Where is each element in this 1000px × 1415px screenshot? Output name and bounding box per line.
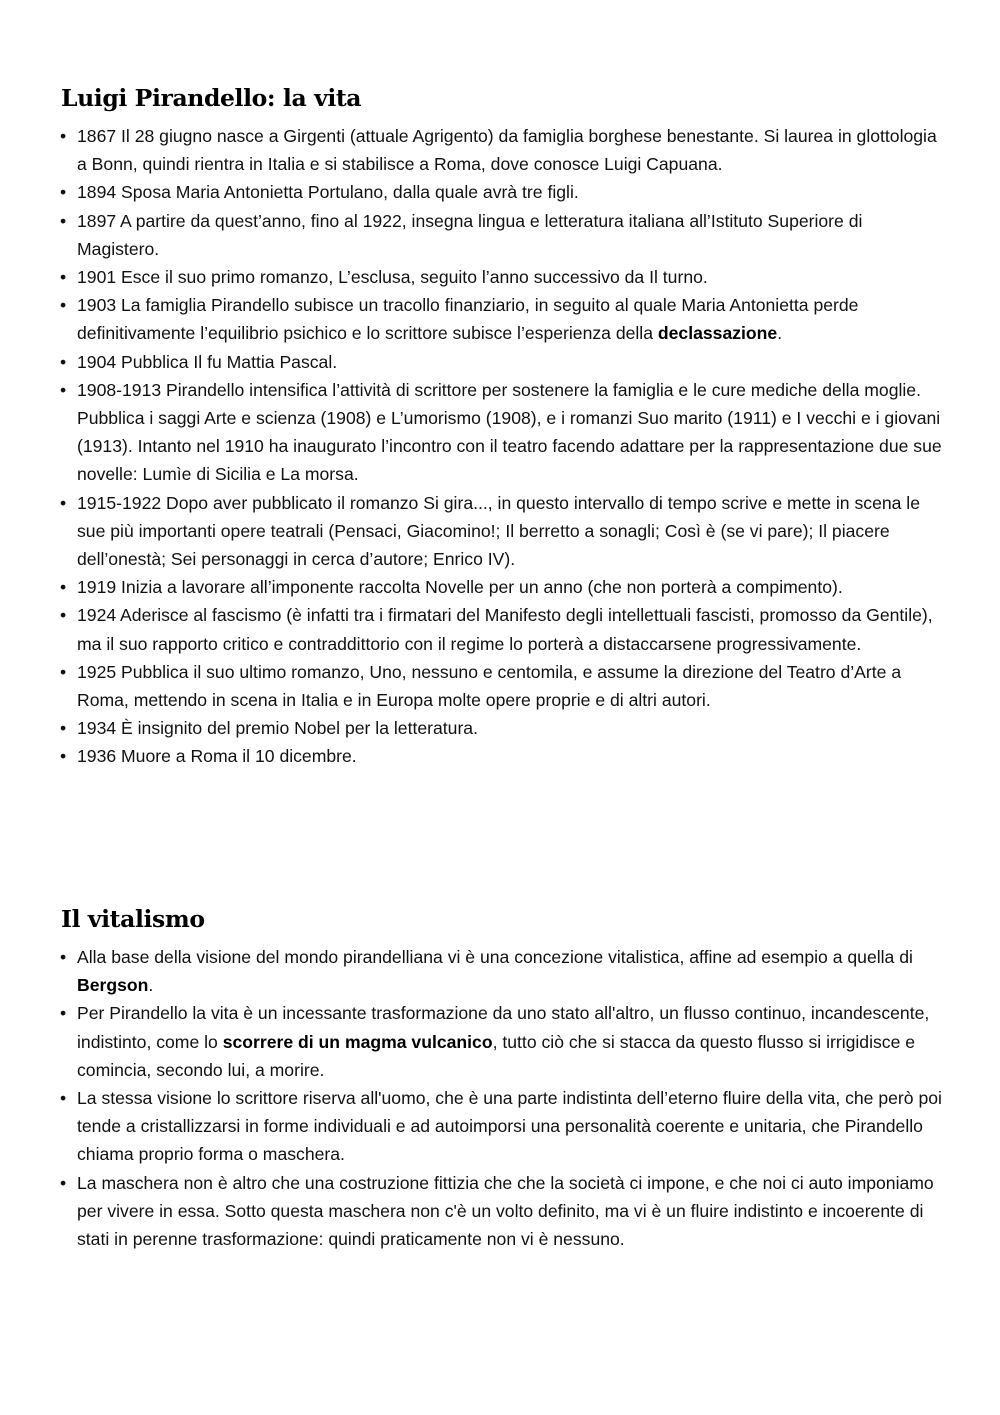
section-title: Luigi Pirandello: la vita <box>61 84 362 112</box>
bold-term: declassazione <box>657 323 778 344</box>
item-text: 1897 A partire da quest’anno, fino al 1922, insegna lingua e letteratura italiana all’Istituto Superiore di Magistero. <box>77 210 863 259</box>
timeline-list <box>0 122 1000 771</box>
item-text: 1925 Pubblica il suo ultimo romanzo, Uno, nessuno e centomila, e assume la direzione del Teatro d’Arte a Roma, mettendo in scena in Italia e in Europa molte opere proprie e di altri autori. <box>77 661 902 711</box>
item-text: , tutto ciò che si stacca da questo flusso si irrigidisce e comincia, secondo lui, a morire. <box>77 1031 916 1080</box>
list-item <box>77 714 947 742</box>
list-item <box>77 348 947 376</box>
item-text: 1903 La famiglia Pirandello subisce un tracollo finanziario, in seguito al quale Maria Antonietta perde definitivamente l’equilibrio psichico e lo scrittore subisce l’esperienza della <box>77 295 859 344</box>
section-la-vita <box>0 82 1000 771</box>
item-text: La stessa visione lo scrittore riserva all'uomo, che è una parte indistinta dell’eterno fluire della vita, che però poi tende a cristallizzarsi in forme individuali e ad autoimporsi una personalità coerente e unitaria, che Pirandello chiama proprio forma o maschera. <box>77 1088 942 1165</box>
item-text: La maschera non è altro che una costruzione fittizia che che la società ci impone, e che noi ci auto imponiamo per vivere in essa. Sotto questa maschera non c'è un volto definito, ma vi è un fluire indistinto e incoerente di stati in perenne trasformazione: quindi praticamente non vi è nessuno. <box>77 1172 934 1250</box>
item-text: . <box>148 975 154 996</box>
list-item <box>77 658 947 714</box>
list-item <box>77 943 947 999</box>
bold-term: scorrere di un magma vulcanico <box>222 1031 493 1052</box>
item-text: Alla base della visione del mondo pirandelliana vi è una concezione vitalistica, affine ad esempio a quella di <box>77 947 913 967</box>
list-item <box>77 178 947 206</box>
list-item <box>77 263 947 291</box>
item-text: . <box>777 323 783 344</box>
bullet-list <box>0 943 1000 1253</box>
list-item <box>77 601 947 657</box>
list-item <box>77 573 947 601</box>
list-item <box>77 1169 947 1254</box>
item-text: 1924 Aderisce al fascismo (è infatti tra i firmatari del Manifesto degli intellettuali fascisti, promosso da Gentile), ma il suo rapporto critico e contraddittorio con il regime lo porterà a distaccarsene progressivamente. <box>77 605 933 654</box>
list-item <box>77 1084 947 1169</box>
item-text: 1936 Muore a Roma il 10 dicembre. <box>77 746 357 767</box>
list-item <box>77 122 947 178</box>
item-text: 1901 Esce il suo primo romanzo, L’esclusa, seguito l’anno successivo da Il turno. <box>77 267 708 288</box>
item-text: 1915-1922 Dopo aver pubblicato il romanzo Si gira..., in questo intervallo di tempo scrive e mette in scena le sue più importanti opere teatrali (Pensaci, Giacomino!; Il berretto a sonagli; Così è (se vi pare); Il piacere dell’onestà; Sei personaggi in cerca d’autore; Enrico IV). <box>77 492 921 570</box>
item-text: 1934 È insignito del premio Nobel per la letteratura. <box>77 718 478 739</box>
list-item <box>77 207 947 263</box>
section-vitalismo <box>0 903 1000 1253</box>
item-text: Per Pirandello la vita è un incessante trasformazione da uno stato all'altro, un flusso continuo, incandescente, indistinto, come lo <box>77 1003 930 1052</box>
section-title: Il vitalismo <box>61 905 205 933</box>
list-item <box>77 999 947 1084</box>
item-text: 1894 Sposa Maria Antonietta Portulano, dalla quale avrà tre figli. <box>77 182 579 203</box>
bold-term: Bergson <box>77 975 149 996</box>
list-item <box>77 489 947 574</box>
item-text: 1867 Il 28 giugno nasce a Girgenti (attuale Agrigento) da famiglia borghese benestante. Si laurea in glottologia a Bonn, quindi rientra in Italia e si stabilisce a Roma, dove conosce Luigi Capuana. <box>77 126 937 175</box>
list-item <box>77 742 947 770</box>
item-text: 1904 Pubblica Il fu Mattia Pascal. <box>77 351 338 372</box>
list-item <box>77 291 947 347</box>
item-text: 1908-1913 Pirandello intensifica l’attività di scrittore per sostenere la famiglia e le cure mediche della moglie. Pubblica i saggi Arte e scienza (1908) e L’umorismo (1908), e i romanzi Suo marito (1911) e I vecchi e i giovani (1913). Intanto nel 1910 ha inaugurato l’incontro con il teatro facendo adattare per la rappresentazione due sue novelle: Lumìe di Sicilia e La morsa. <box>77 379 942 485</box>
item-text: 1919 Inizia a lavorare all’imponente raccolta Novelle per un anno (che non porterà a compimento). <box>77 577 843 598</box>
list-item <box>77 376 947 489</box>
